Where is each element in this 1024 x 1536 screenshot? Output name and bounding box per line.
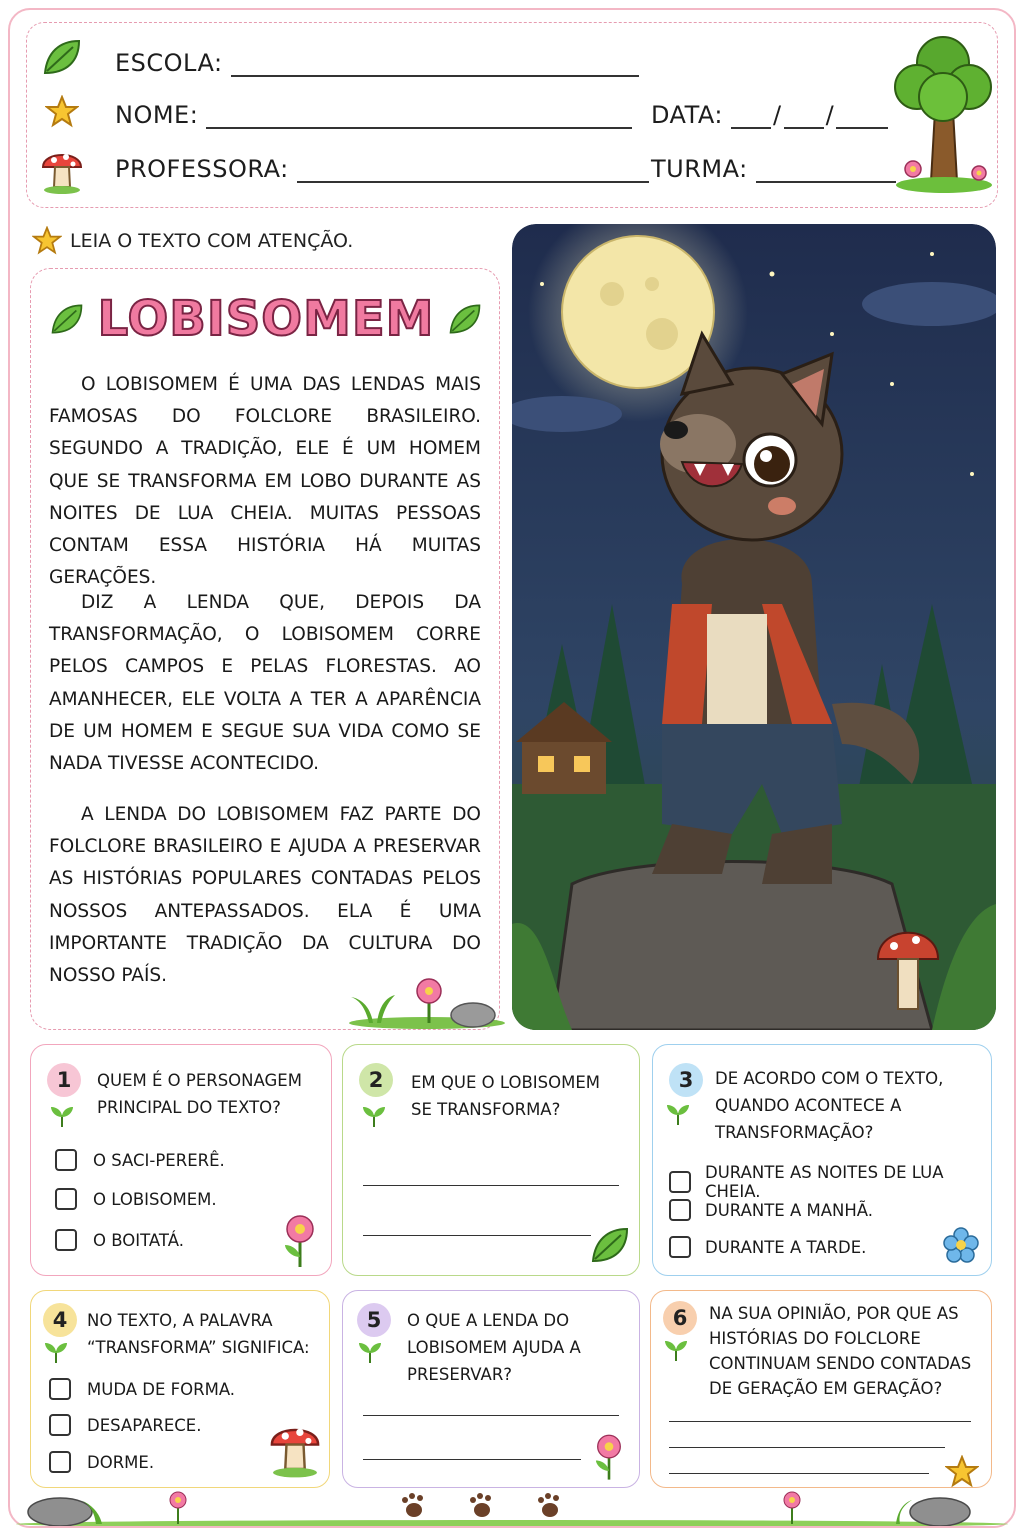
option-label: MUDA DE FORMA.: [87, 1379, 236, 1399]
header-form: [26, 22, 998, 208]
checkbox[interactable]: [55, 1188, 77, 1210]
name-label: NOME:: [115, 101, 199, 129]
rock-icon: [910, 1498, 970, 1526]
answer-line[interactable]: [363, 1185, 619, 1186]
paw-icon: [402, 1493, 423, 1517]
question-line: O QUE A LENDA DO: [407, 1311, 570, 1330]
answer-line[interactable]: [363, 1459, 581, 1460]
sprout-icon: [663, 1337, 689, 1361]
question-line: DE GERAÇÃO EM GERAÇÃO?: [709, 1379, 943, 1398]
option-label: DURANTE A MANHÃ.: [705, 1200, 874, 1220]
flower-icon: [589, 1431, 629, 1483]
story-title: LOBISOMEM: [97, 291, 435, 347]
answer-line[interactable]: [669, 1473, 929, 1474]
date-month-line[interactable]: [784, 105, 824, 129]
mushroom-icon: [39, 143, 85, 195]
option-3[interactable]: [669, 1236, 866, 1258]
question-card-4: [30, 1290, 330, 1488]
story-title-row: [31, 291, 501, 347]
flower-icon: [943, 1227, 979, 1263]
option-label: DESAPARECE.: [87, 1415, 202, 1435]
checkbox[interactable]: [669, 1236, 691, 1258]
question-line: EM QUE O LOBISOMEM: [411, 1073, 601, 1092]
paw-icon: [538, 1493, 559, 1517]
teacher-label: PROFESSORA:: [115, 155, 289, 183]
rock-icon: [28, 1498, 92, 1526]
checkbox[interactable]: [55, 1149, 77, 1171]
checkbox[interactable]: [49, 1414, 71, 1436]
question-line: “TRANSFORMA” SIGNIFICA:: [87, 1338, 310, 1357]
question-number: 1: [47, 1063, 81, 1097]
date-label: DATA:: [651, 101, 723, 129]
story-box: [30, 268, 500, 1030]
school-input-line[interactable]: [231, 53, 639, 77]
option-2[interactable]: [49, 1414, 201, 1436]
option-1[interactable]: [669, 1163, 991, 1201]
question-card-2: [342, 1044, 640, 1276]
date-field: [651, 101, 888, 129]
flowers-decoration-icon: [347, 969, 507, 1029]
question-line: NA SUA OPINIÃO, POR QUE AS: [709, 1304, 959, 1323]
date-separator: /: [773, 101, 782, 129]
date-separator: /: [825, 101, 835, 129]
question-text: [411, 1069, 600, 1123]
question-line: SE TRANSFORMA?: [411, 1100, 561, 1119]
question-text: [709, 1301, 971, 1401]
question-line: PRESERVAR?: [407, 1365, 513, 1384]
option-label: O BOITATÁ.: [93, 1230, 184, 1250]
flower-icon: [784, 1492, 800, 1524]
teacher-field: [115, 155, 649, 183]
school-label: ESCOLA:: [115, 49, 223, 77]
instruction-text: LEIA O TEXTO COM ATENÇÃO.: [70, 230, 354, 252]
question-line: CONTINUAM SENDO CONTADAS: [709, 1354, 972, 1373]
answer-line[interactable]: [669, 1421, 971, 1422]
name-field: [115, 101, 632, 129]
bottom-decoration: [16, 1484, 1008, 1526]
question-text: [87, 1307, 310, 1361]
class-label: TURMA:: [651, 155, 748, 183]
option-label: DURANTE AS NOITES DE LUA CHEIA.: [705, 1163, 944, 1201]
question-text: [407, 1307, 581, 1388]
leaf-icon: [41, 37, 83, 77]
question-number: 5: [357, 1303, 391, 1337]
question-line: QUANDO ACONTECE A: [715, 1096, 902, 1115]
sprout-icon: [43, 1339, 69, 1363]
question-card-5: [342, 1290, 640, 1488]
question-card-1: [30, 1044, 332, 1276]
checkbox[interactable]: [55, 1229, 77, 1251]
option-label: O LOBISOMEM.: [93, 1189, 217, 1209]
checkbox[interactable]: [49, 1378, 71, 1400]
sprout-icon: [357, 1339, 383, 1363]
star-icon: [45, 95, 79, 129]
date-year-line[interactable]: [836, 105, 888, 129]
option-2[interactable]: [55, 1188, 217, 1210]
option-label: DORME.: [87, 1452, 155, 1472]
option-3[interactable]: [49, 1451, 154, 1473]
question-line: HISTÓRIAS DO FOLCLORE: [709, 1329, 921, 1348]
question-line: TRANSFORMAÇÃO?: [715, 1123, 874, 1142]
story-paragraph-1: O LOBISOMEM É UMA DAS LENDAS MAIS FAMOSAS DO FOLCLORE BRASILEIRO. SEGUNDO A TRADIÇÃO, ELE É UM HOMEM QUE SE TRANSFORMA EM LOBO DURANTE AS NOITES DE LUA CHEIA. MUITAS PESSOAS CONTAM ESSA HISTÓRIA HÁ MUITAS GERAÇÕES.: [49, 374, 481, 589]
class-input-line[interactable]: [756, 159, 896, 183]
answer-line[interactable]: [669, 1447, 945, 1448]
checkbox[interactable]: [669, 1199, 691, 1221]
option-2[interactable]: [669, 1199, 873, 1221]
question-card-6: [650, 1290, 992, 1488]
option-label: DURANTE A TARDE.: [705, 1237, 867, 1257]
instruction: [32, 226, 353, 256]
story-paragraph-2: DIZ A LENDA QUE, DEPOIS DA TRANSFORMAÇÃO, O LOBISOMEM CORRE PELOS CAMPOS E PELAS FLORESTAS. AO AMANHECER, ELE VOLTA A TER A APARÊNCIA DE UM HOMEM E SEGUE SUA VIDA COMO SE NADA TIVESSE ACONTECIDO.: [49, 592, 481, 775]
question-number: 6: [663, 1301, 697, 1335]
mushroom-icon: [267, 1415, 323, 1479]
sprout-icon: [361, 1103, 387, 1127]
teacher-input-line[interactable]: [297, 159, 649, 183]
date-day-line[interactable]: [731, 105, 771, 129]
paw-icon: [470, 1493, 491, 1517]
question-line: PRINCIPAL DO TEXTO?: [97, 1098, 281, 1117]
tree-icon: [891, 31, 997, 199]
leaf-icon: [589, 1225, 633, 1265]
school-field: [115, 49, 639, 77]
name-input-line[interactable]: [206, 105, 632, 129]
question-line: QUEM É O PERSONAGEM: [97, 1071, 302, 1090]
question-number: 2: [359, 1063, 393, 1097]
sprout-icon: [49, 1103, 75, 1127]
option-3[interactable]: [55, 1229, 184, 1251]
sprout-icon: [665, 1101, 691, 1125]
checkbox[interactable]: [49, 1451, 71, 1473]
question-text: [715, 1065, 943, 1146]
answer-line[interactable]: [363, 1415, 619, 1416]
leaf-icon: [48, 302, 86, 336]
question-number: 3: [669, 1063, 703, 1097]
werewolf-illustration: [512, 224, 996, 1030]
question-line: DE ACORDO COM O TEXTO,: [715, 1069, 944, 1088]
flower-icon: [277, 1213, 323, 1269]
leaf-icon: [446, 302, 484, 336]
question-card-3: [652, 1044, 992, 1276]
question-number: 4: [43, 1303, 77, 1337]
flower-icon: [170, 1492, 186, 1524]
checkbox[interactable]: [669, 1171, 691, 1193]
answer-line[interactable]: [363, 1235, 591, 1236]
option-label: O SACI-PERERÊ.: [93, 1150, 225, 1170]
option-1[interactable]: [49, 1378, 235, 1400]
star-icon: [32, 226, 62, 256]
question-line: NO TEXTO, A PALAVRA: [87, 1311, 273, 1330]
story-paragraph-3: A LENDA DO LOBISOMEM FAZ PARTE DO FOLCLORE BRASILEIRO E AJUDA A PRESERVAR AS HISTÓRIAS POPULARES CONTADAS PELOS NOSSOS ANTEPASSADOS. ELA É UMA IMPORTANTE TRADIÇÃO DA CULTURA DO NOSSO PAÍS.: [49, 804, 481, 987]
question-line: LOBISOMEM AJUDA A: [407, 1338, 581, 1357]
class-field: [651, 155, 896, 183]
question-text: [97, 1067, 302, 1121]
option-1[interactable]: [55, 1149, 225, 1171]
